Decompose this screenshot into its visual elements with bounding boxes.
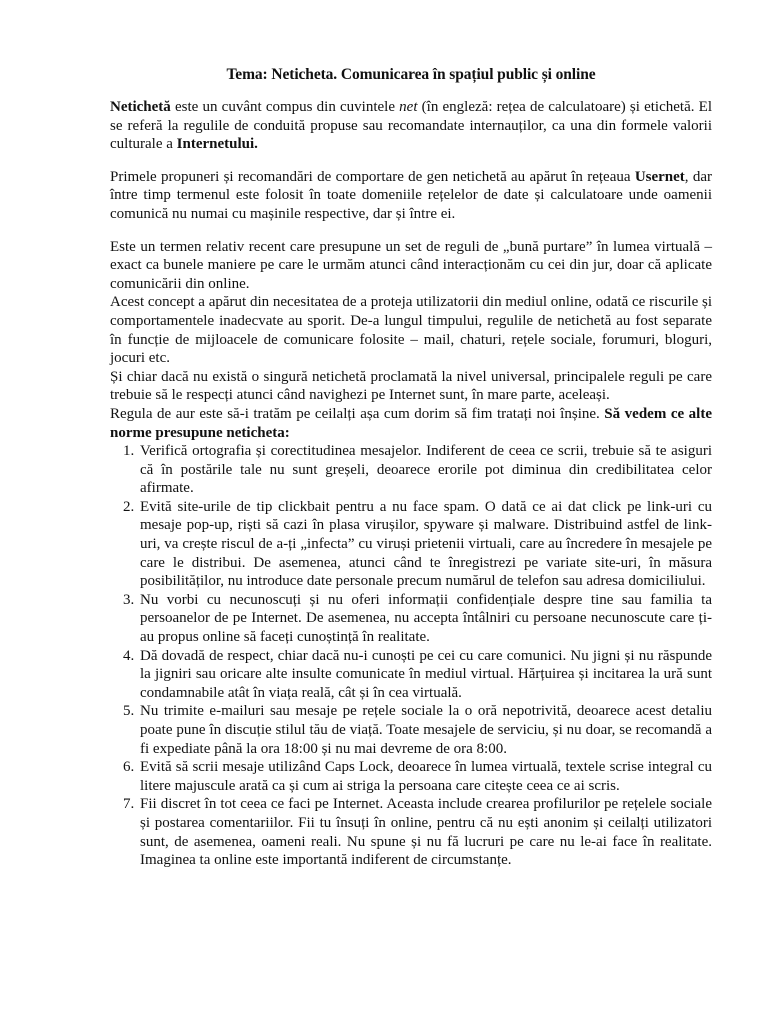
document-title: Tema: Neticheta. Comunicarea în spațiul public și online [226,66,596,83]
paragraph-2 [110,168,712,224]
paragraph-6 [110,405,712,442]
rule-item: 4. Dă dovadă de respect, chiar dacă nu-i cunoști pe cei cu care comunici. Nu jigni și nu răspunde la jigniri sau oricare alte insulte comunicate în mediul virtual. Hărțuirea și incitarea la ură sunt condamnabile atât în viața reală, cât și în cea virtuală. [138,647,712,703]
rule-item: 5. Nu trimite e-mailuri sau mesaje pe rețele sociale la o oră nepotrivită, deoarece acest detaliu poate pune în discuție stilul tău de viață. Toate mesajele de serviciu, și nu doar, se recomandă a fi expediate până la ora 18:00 și nu mai devreme de ora 8:00. [138,702,712,758]
p2-text-a: Primele propuneri și recomandări de comportare de gen netichetă au apărut în rețeaua [110,168,635,185]
rule-item: 6. Evită să scrii mesaje utilizând Caps Lock, deoarece în lumea virtuală, textele scrise integral cu litere majuscule arată ca și cum ai striga la persoana care citește ceea ce ai scris. [138,758,712,795]
p2-usernet: Usernet [634,168,685,185]
p6-text: Regula de aur este să-i tratăm pe ceilalți așa cum dorim să fim tratați noi înșine. [110,405,605,422]
rule-item: 1. Verifică ortografia și corectitudinea mesajelor. Indiferent de ceea ce scrii, trebuie să te asiguri că în postările tale nu sunt greșeli, deoarece erorile pot diminua din credibilitatea celor afirmate. [138,442,712,498]
intro-paragraph [110,98,712,154]
intro-text-a: este un cuvânt compus din cuvintele [170,99,400,115]
paragraph-4: Acest concept a apărut din necesitatea de a proteja utilizatorii din mediul online, odată ce riscurile și comportamentele inadecvate au sporit. De-a lungul timpului, regulile de netichetă au fost separate în funcție de mijloacele de comunicare folosite – mail, chaturi, rețele sociale, forumuri, bloguri, jocuri etc. [110,294,712,367]
p6-bold: Să vedem ce alte norme presupune neticheta: [110,405,712,441]
rule-item: 3. Nu vorbi cu necunoscuți și nu oferi informații confidențiale despre tine sau familia ta persoanelor de pe Internet. De asemenea, nu accepta întâlniri cu persoane necunoscute care ți-au propus online să faceți cunoștință în realitate. [138,591,712,647]
p2-text-b: , dar între timp termenul este folosit în toate domeniile rețelelor de date și calculatoare unde oamenii comunică nu numai cu mașinile respective, dar și între ei. [110,168,712,222]
intro-internet-word: Internetului. [176,136,258,153]
paragraph-3: Este un termen relativ recent care presupune un set de reguli de „bună purtare” în lumea virtuală – exact ca bunele maniere pe care le urmăm atunci când interacționăm cu cei din jur, doar că aplicate comunicării din online. [110,238,712,292]
intro-text-b: (în engleză: rețea de calculatoare) și etichetă. El se referă la regulile de conduită propuse sau recomandate internauților, ca una din formele valorii culturale a [110,99,712,153]
rule-item: 7. Fii discret în tot ceea ce faci pe Internet. Aceasta include crearea profilurilor pe rețelele sociale și postarea comentariilor. Fii tu însuți în online, pentru că nu ești anonim și ceilalți utilizatori sunt, de asemenea, oameni reali. Nu spune și nu fă lucruri pe care nu le-ai face în realitate. Imaginea ta online este importantă indiferent de circumstanțe. [138,795,712,869]
intro-term: Netichetă [110,99,171,115]
rule-item: 2. Evită site-urile de tip clickbait pentru a nu face spam. O dată ce ai dat click pe link-uri cu mesaje pop-up, riști să cazi în plasa virușilor, spyware și malware. Distribuind astfel de link-uri, va crește riscul de a-ți „infecta” cu viruși prietenii virtuali, care au încredere în mesajele pe care le distribui. De asemenea, atunci când te înregistrezi pe variate site-uri, în măsura posibilităților, nu introduce date personale precum numărul de telefon sau adresa domiciliului. [138,498,712,591]
intro-net-word: net [399,99,418,115]
paragraph-5: Și chiar dacă nu există o singură netichetă proclamată la nivel universal, principalele reguli pe care trebuie să le respecți atunci când navighezi pe Internet sunt, în mare parte, aceleași. [110,368,712,404]
rules-list [110,442,712,870]
